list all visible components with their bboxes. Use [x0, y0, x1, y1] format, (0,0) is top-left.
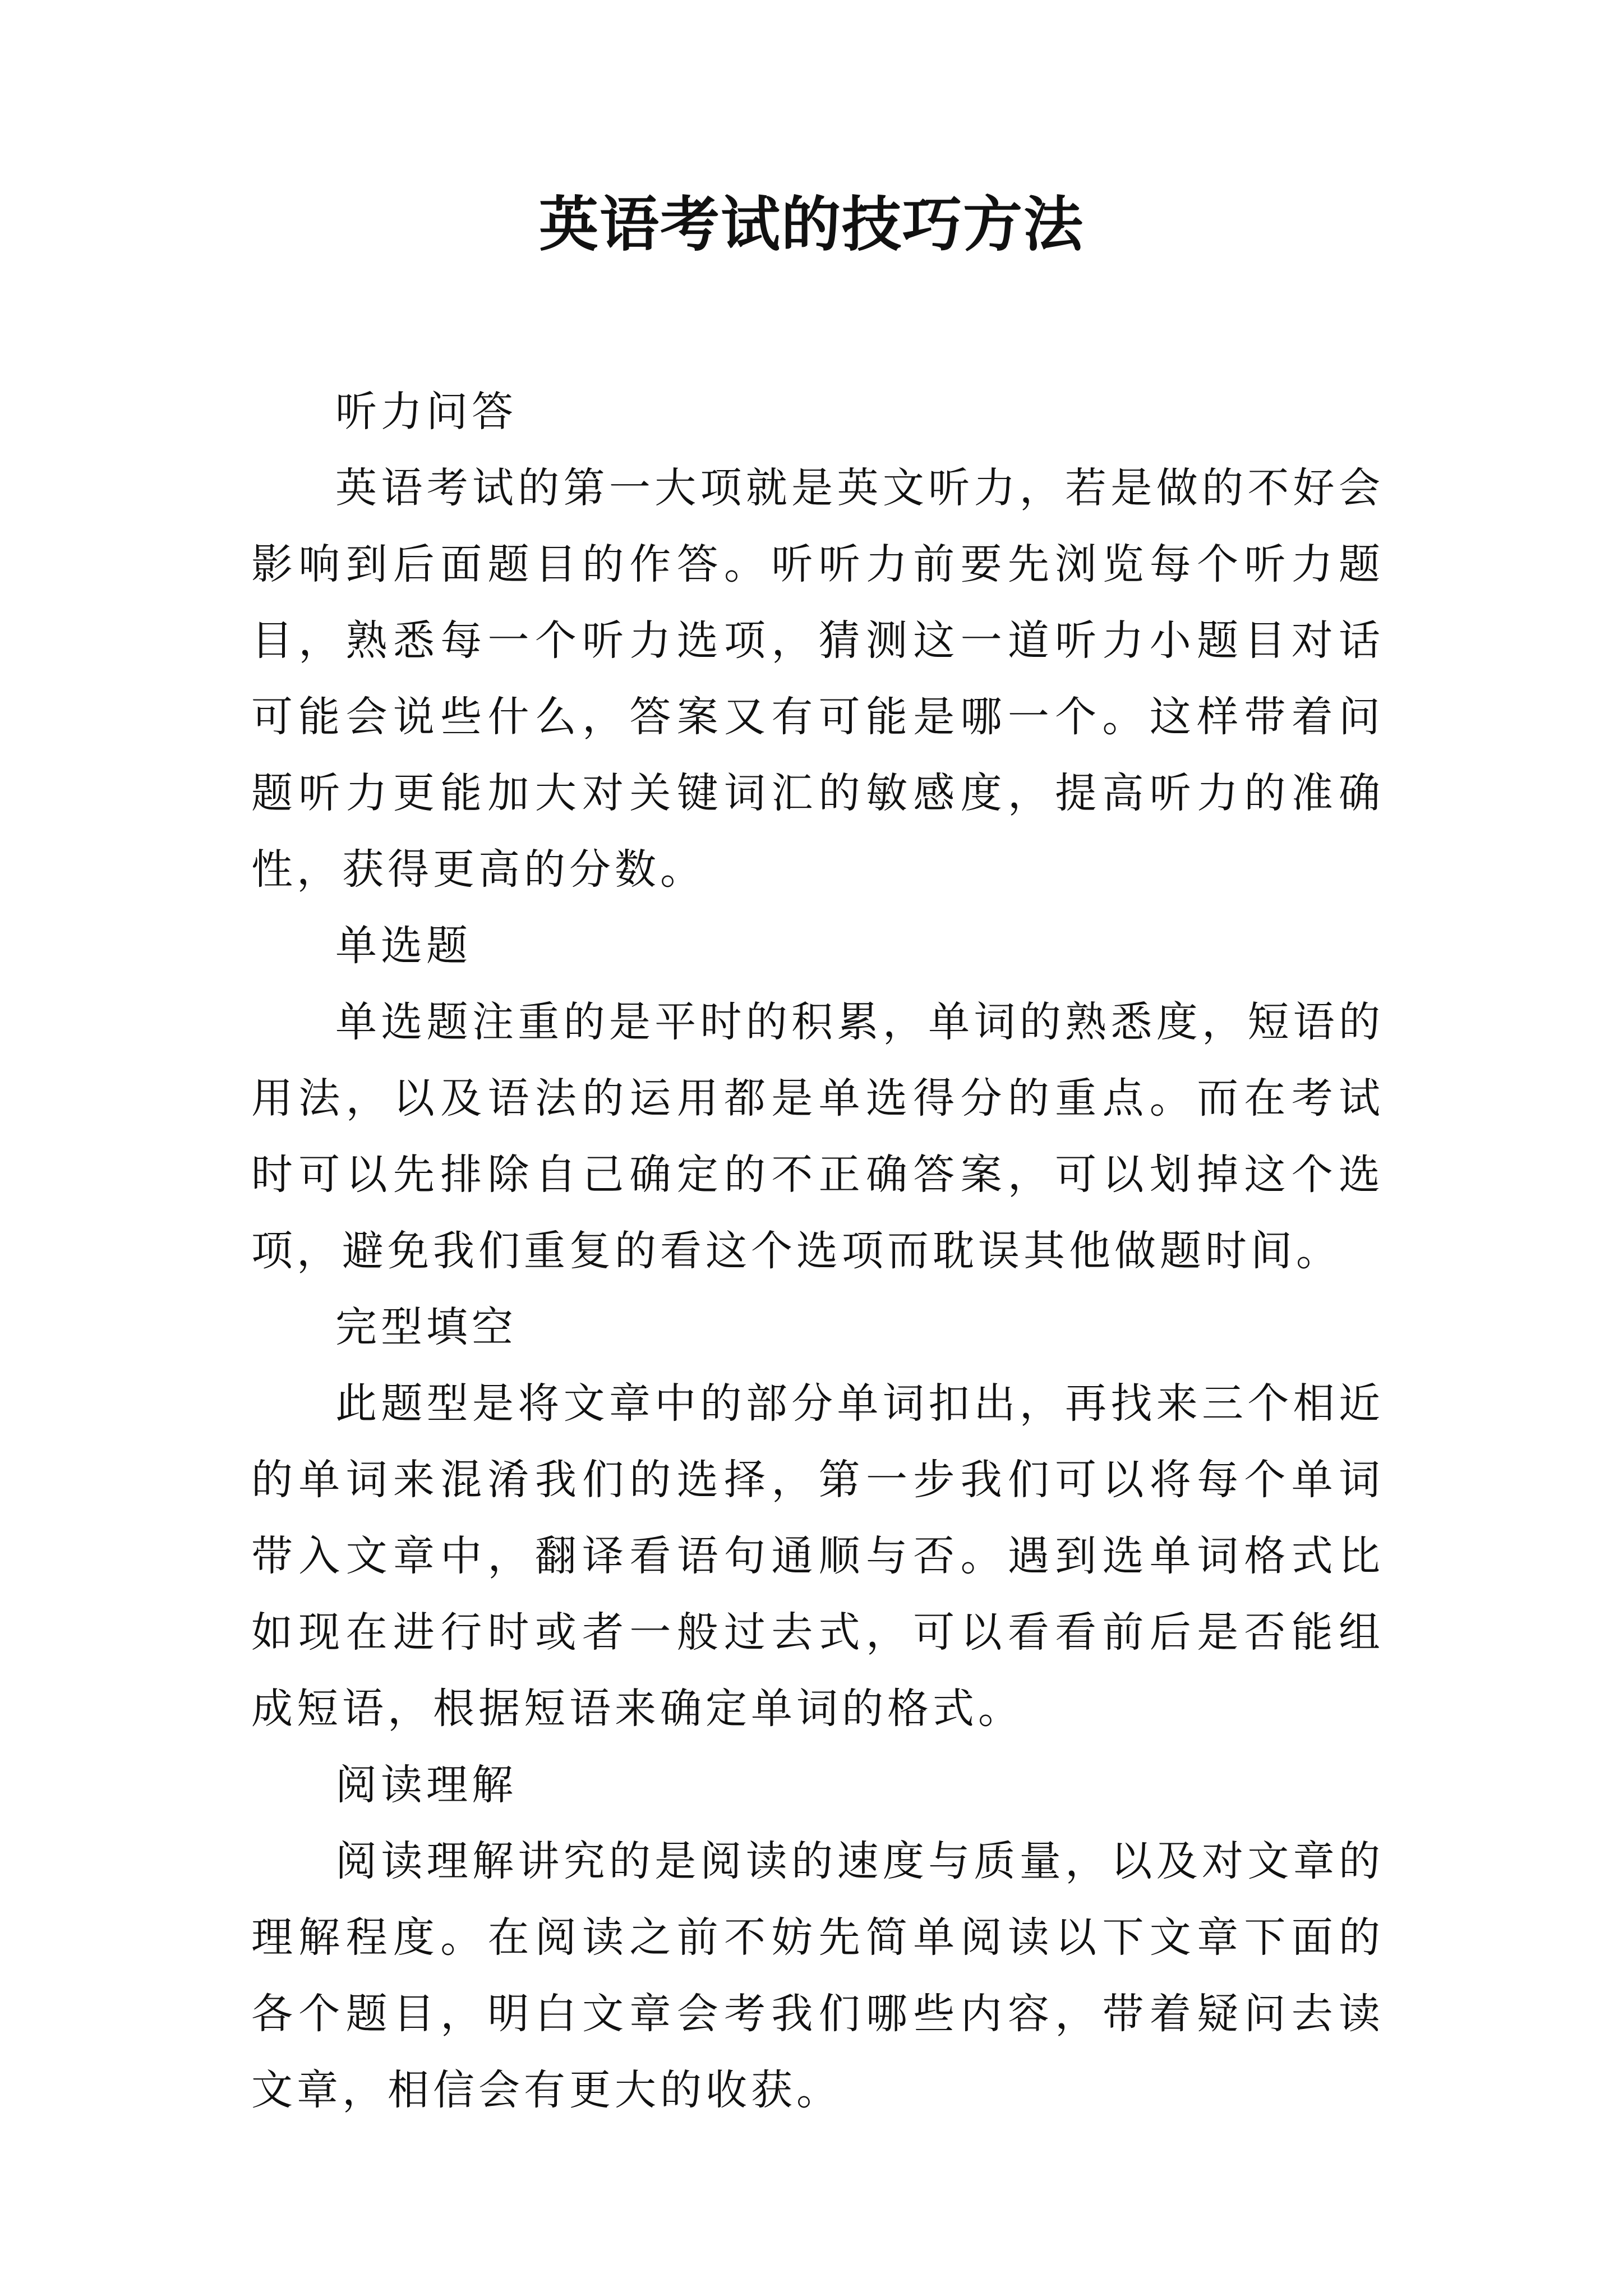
section-heading-single-choice: 单选题 [335, 922, 472, 970]
section-paragraph-cloze: 此题型是将文章中的部分单词扣出，再找来三个相近的单词来混淆我们的选择，第一步我们可以将每个单词带入文章中，翻译看语句通顺与否。遇到选单词格式比如现在进行时或者一般过去式，可以看看前后是否能组成短语，根据短语来确定单词的格式。 [251, 1379, 1384, 1733]
section-paragraph-single-choice: 单选题注重的是平时的积累，单词的熟悉度，短语的用法，以及语法的运用都是单选得分的重点。而在考试时可以先排除自己确定的不正确答案，可以划掉这个选项，避免我们重复的看这个选项而耽误其他做题时间。 [251, 998, 1384, 1275]
section-heading-listening: 听力问答 [335, 388, 517, 436]
section-heading-cloze: 完型填空 [335, 1303, 517, 1351]
section-heading-reading: 阅读理解 [335, 1761, 517, 1809]
section-paragraph-reading: 阅读理解讲究的是阅读的速度与质量，以及对文章的理解程度。在阅读之前不妨先简单阅读以下文章下面的各个题目，明白文章会考我们哪些内容，带着疑问去读文章，相信会有更大的收获。 [251, 1837, 1384, 2114]
section-paragraph-listening: 英语考试的第一大项就是英文听力，若是做的不好会影响到后面题目的作答。听听力前要先浏览每个听力题目，熟悉每一个听力选项，猜测这一道听力小题目对话可能会说些什么，答案又有可能是哪一个。这样带着问题听力更能加大对关键词汇的敏感度，提高听力的准确性，获得更高的分数。 [251, 464, 1384, 894]
document-body [251, 374, 1384, 2128]
document-title: 英语考试的技巧方法 [539, 189, 1084, 259]
